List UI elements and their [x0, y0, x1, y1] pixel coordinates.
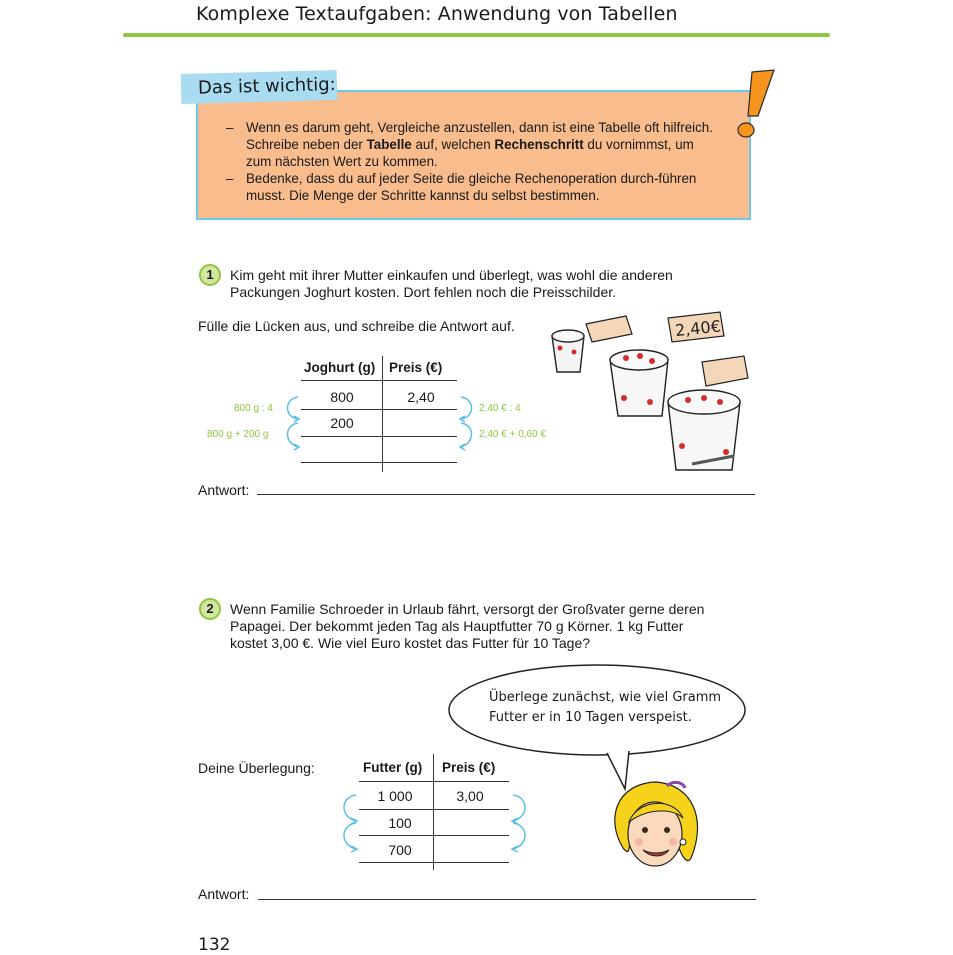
info-item — [226, 170, 716, 204]
table-header-price: Preis (€) — [389, 360, 443, 375]
task-number-badge: 1 — [199, 264, 221, 286]
info-item — [226, 119, 716, 170]
table-cell: 700 — [388, 842, 412, 858]
answer-blank-input[interactable] — [312, 440, 372, 458]
table-cell: 3,00 — [456, 788, 484, 804]
info-dash: – — [226, 171, 234, 186]
table-cell: 1 000 — [377, 788, 413, 804]
answer-blank-input[interactable] — [440, 841, 500, 859]
info-text: Wenn es darum geht, Vergleiche anzustellen, dann ist eine Tabelle oft hilfreich. Schreibe neben der — [246, 120, 713, 152]
task-number-badge: 2 — [199, 598, 221, 620]
info-text: auf, welchen — [411, 137, 495, 152]
task1-text-line2: Packungen Joghurt kosten. Dort fehlen noch die Preisschilder. — [230, 284, 617, 300]
answer-blank-input[interactable] — [440, 814, 500, 832]
task2-text-line3: kostet 3,00 €. Wie viel Euro kostet das Futter für 10 Tage? — [230, 635, 591, 651]
info-tag-label: Das ist wichtig: — [197, 73, 336, 99]
table-rule — [359, 781, 509, 782]
yogurt-cups-illustration — [548, 306, 758, 476]
info-bold: Rechenschritt — [494, 137, 584, 152]
title-underline — [123, 33, 830, 37]
left-arrows-icon — [282, 395, 304, 457]
table-rule — [301, 462, 457, 463]
bubble-text-line1: Überlege zunächst, wie viel Gramm — [489, 690, 722, 705]
task2-text-line1: Wenn Familie Schroeder in Urlaub fährt, versorgt der Großvater gerne deren — [230, 601, 705, 617]
table-rule — [301, 436, 457, 437]
right-arrows-icon — [508, 793, 532, 855]
info-text: du vornimmst, um zum nächsten Wert zu kommen. — [246, 137, 694, 169]
table-cell: 200 — [330, 415, 354, 431]
table-header-yogurt: Joghurt (g) — [304, 360, 376, 375]
table-rule — [359, 862, 509, 863]
info-tag — [181, 70, 338, 104]
right-hint: 2,40 € : 4 — [479, 403, 521, 414]
table-divider — [433, 754, 434, 870]
exclamation-icon — [732, 68, 780, 143]
info-dash: – — [226, 120, 234, 135]
task2-text-line2: Papagei. Der bekommt jeden Tag als Hauptfutter 70 g Körner. 1 kg Futter — [230, 618, 684, 634]
info-list — [226, 119, 716, 204]
left-arrows-icon — [338, 793, 362, 855]
answer-label: Antwort: — [198, 482, 250, 498]
table-rule — [301, 409, 457, 410]
table-cell: 800 — [330, 389, 354, 405]
table-header-price: Preis (€) — [442, 760, 496, 775]
left-hint: 800 g : 4 — [234, 403, 273, 414]
answer-line-input[interactable] — [258, 899, 756, 900]
task1-instruction: Fülle die Lücken aus, und schreibe die Antwort auf. — [198, 318, 515, 334]
bubble-text-line2: Futter er in 10 Tagen verspeist. — [489, 710, 692, 725]
consider-label: Deine Überlegung: — [198, 760, 315, 776]
table-rule — [359, 809, 509, 810]
table-cell: 100 — [388, 815, 412, 831]
price-tag-label: 2,40€ — [674, 316, 722, 341]
page-title: Komplexe Textaufgaben: Anwendung von Tabellen — [196, 3, 678, 25]
girl-illustration — [603, 778, 709, 878]
table-cell: 2,40 — [407, 389, 435, 405]
answer-blank-input[interactable] — [390, 440, 452, 458]
right-hint: 2,40 € + 0,60 € — [479, 429, 547, 440]
answer-line-input[interactable] — [257, 494, 755, 495]
table-header-food: Futter (g) — [363, 760, 423, 775]
info-text: Bedenke, dass du auf jeder Seite die gleiche Rechenoperation durch-führen musst. Die Menge der Schritte kannst du selbst bestimmen. — [246, 171, 697, 203]
page-number: 132 — [198, 935, 231, 955]
table-rule — [359, 835, 509, 836]
left-hint: 800 g + 200 g — [207, 429, 269, 440]
info-bold: Tabelle — [366, 137, 412, 152]
table-rule — [301, 380, 457, 381]
answer-label: Antwort: — [198, 886, 250, 902]
task1-text-line1: Kim geht mit ihrer Mutter einkaufen und überlegt, was wohl die anderen — [230, 267, 673, 283]
answer-blank-input[interactable] — [390, 414, 452, 432]
right-arrows-icon — [456, 395, 478, 457]
table-divider — [382, 356, 383, 472]
